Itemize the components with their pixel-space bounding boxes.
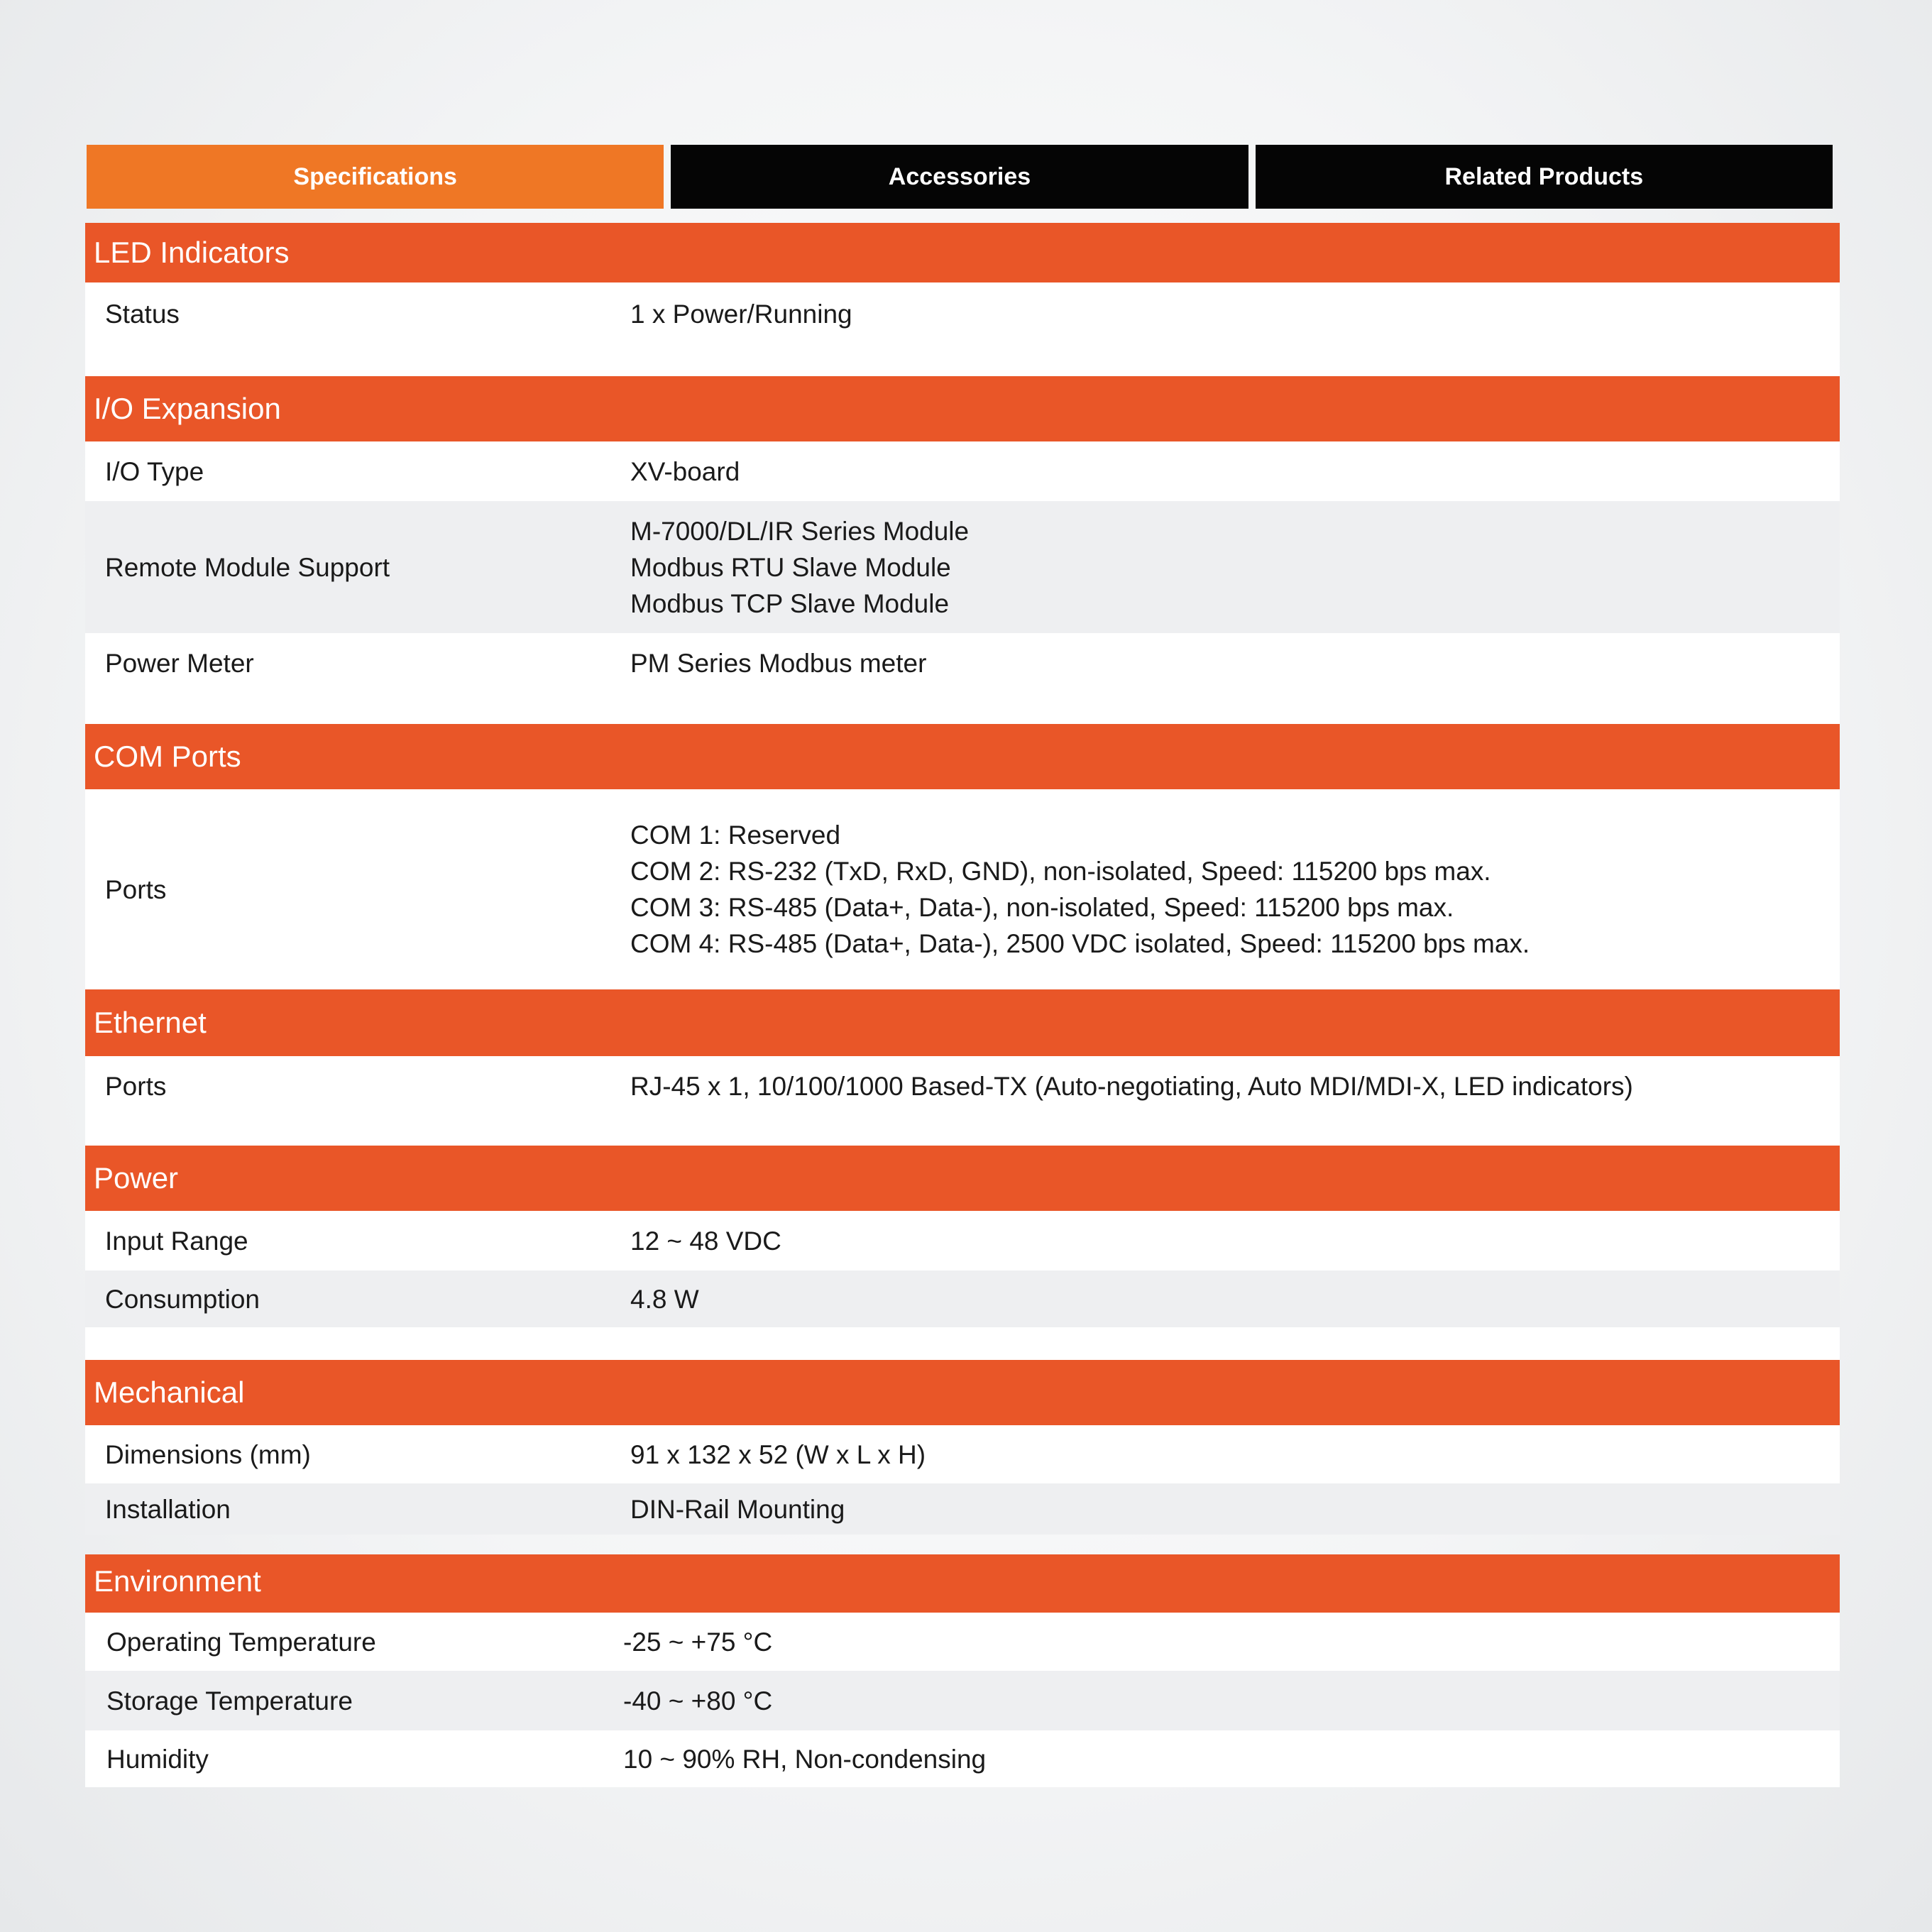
table-row: [85, 1425, 1840, 1483]
table-row: [85, 633, 1840, 724]
spacer: [85, 1327, 1840, 1360]
tab-accessories[interactable]: Accessories: [671, 145, 1248, 209]
section-title: Mechanical: [85, 1360, 1840, 1425]
section-power: [85, 1146, 1840, 1360]
spec-label: Operating Temperature: [106, 1627, 376, 1657]
spec-label: Input Range: [105, 1226, 248, 1256]
spec-table: [85, 223, 1840, 1787]
section-io-expansion: [85, 376, 1840, 724]
table-row: [85, 501, 1840, 633]
spec-value: 10 ~ 90% RH, Non-condensing: [623, 1744, 987, 1774]
table-row: [85, 1613, 1840, 1671]
spec-label: I/O Type: [105, 456, 204, 486]
tab-specifications[interactable]: Specifications: [87, 145, 664, 209]
table-row: [85, 441, 1840, 501]
section-ethernet: [85, 989, 1840, 1146]
section-com-ports: [85, 724, 1840, 989]
table-row: [85, 1270, 1840, 1327]
spec-value: -40 ~ +80 °C: [623, 1686, 773, 1716]
spec-label: Installation: [105, 1494, 231, 1524]
spec-value: COM 1: Reserved COM 2: RS-232 (TxD, RxD, GND), non-isolated, Speed: 115200 bps max. COM 3: RS-485 (Data+, Data-), non-isolated, Speed: 115200 bps max. COM 4: RS-485 (Data+, Data-), 2500 VDC isolated, Speed: 115200 bps max.: [630, 820, 1530, 958]
spec-label: Remote Module Support: [105, 552, 390, 582]
spec-value: PM Series Modbus meter: [630, 648, 927, 678]
spec-value: DIN-Rail Mounting: [630, 1494, 845, 1524]
table-row: [85, 282, 1840, 376]
spec-label: Storage Temperature: [106, 1686, 353, 1716]
table-row: [85, 1671, 1840, 1730]
spec-value: 4.8 W: [630, 1284, 699, 1314]
tab-related-products[interactable]: Related Products: [1256, 145, 1833, 209]
spec-value: XV-board: [630, 456, 740, 486]
spec-value: 12 ~ 48 VDC: [630, 1226, 781, 1256]
spec-label: Dimensions (mm): [105, 1439, 311, 1469]
section-title: Ethernet: [85, 989, 1840, 1056]
tab-bar: [87, 145, 1833, 209]
section-title: Environment: [85, 1554, 1840, 1613]
spec-value: 1 x Power/Running: [630, 299, 852, 329]
section-title: Power: [85, 1146, 1840, 1211]
spacer: [85, 1535, 1840, 1554]
spec-label: Status: [105, 299, 180, 329]
spec-value: 91 x 132 x 52 (W x L x H): [630, 1439, 926, 1469]
spec-label: Ports: [105, 1071, 167, 1101]
table-row: [85, 1730, 1840, 1787]
section-led-indicators: [85, 223, 1840, 376]
spec-label: Power Meter: [105, 648, 254, 678]
spec-value: RJ-45 x 1, 10/100/1000 Based-TX (Auto-negotiating, Auto MDI/MDI-X, LED indicators): [630, 1071, 1633, 1101]
spec-value: M-7000/DL/IR Series Module Modbus RTU Slave Module Modbus TCP Slave Module: [630, 516, 970, 618]
section-environment: [85, 1554, 1840, 1787]
section-mechanical: [85, 1360, 1840, 1554]
spec-label: Consumption: [105, 1284, 260, 1314]
table-row: [85, 1211, 1840, 1270]
section-title: I/O Expansion: [85, 376, 1840, 441]
spec-label: Humidity: [106, 1744, 209, 1774]
section-title: COM Ports: [85, 724, 1840, 789]
spec-label: Ports: [105, 874, 167, 904]
table-row: [85, 1483, 1840, 1535]
spec-value: -25 ~ +75 °C: [623, 1627, 773, 1657]
table-row: [85, 1056, 1840, 1146]
table-row: [85, 789, 1840, 989]
section-title: LED Indicators: [85, 223, 1840, 282]
